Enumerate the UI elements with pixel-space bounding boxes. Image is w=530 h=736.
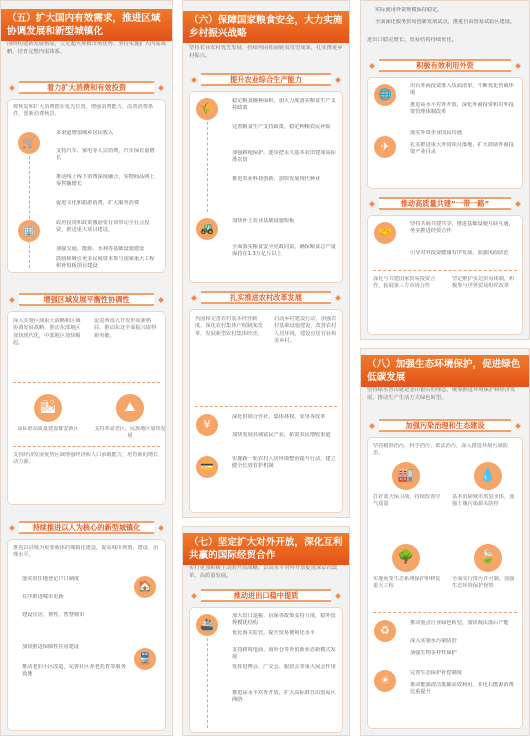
bullet-item: 加快发展县域富民产业，拓宽农民增收渠道 bbox=[232, 432, 336, 446]
regional-para-left: 深入实施区域重大战略和区域协调发展战略，推动东部地区加快现代化，中部地区加快崛起。 bbox=[13, 318, 81, 347]
cart-icon: 🛒 bbox=[18, 132, 40, 154]
rural-para-left: 巩固和完善农村基本经营制度，深化农村集体产权制度改革，发展新型农村集体经济。 bbox=[195, 316, 263, 337]
bullet-item: 实际使用外资规模保持稳定。 bbox=[375, 7, 523, 15]
bullet-item: 实施新一轮农村人居环境整治提升行动，建立健全长效管护机制 bbox=[232, 456, 336, 486]
bullet-item: 深入实施水污染防治 bbox=[410, 638, 516, 646]
section-six-title: （六）保障国家粮食安全，大力实施乡村振兴战略 bbox=[183, 11, 349, 43]
bullet-item: 加强交通、能源、水利等基础设施建设 bbox=[56, 246, 159, 254]
bullet-item: 加大出口退税、信保等政策支持力度，稳外贸规模优结构 bbox=[232, 613, 336, 627]
subheading-consumption: 着力扩大消费和有效投资 bbox=[19, 81, 154, 94]
city-icon: 🏙 bbox=[34, 394, 62, 422]
investment-para: 政府投资和政策激励要有效带动全社会投资，推进重大项目建设。 bbox=[56, 220, 150, 234]
tractor-icon: 🚜 bbox=[196, 218, 218, 240]
bullet-item: 推进高水平对外开放，深化外商投资和对外投资管理体制改革 bbox=[410, 102, 516, 124]
regional-card bbox=[7, 311, 166, 505]
pollution-box-3: 实施重要生态系统保护和修复重大工程 bbox=[373, 576, 441, 590]
bullet-item: 完善粮食生产支持政策，稳定种粮农民补贴 bbox=[232, 124, 336, 146]
building-icon: 🏢 bbox=[18, 220, 40, 242]
sun-icon: ☀ bbox=[374, 670, 396, 692]
bullet-item: 扎实推进重大外资项目落地，扩大鼓励外商投资产业目录 bbox=[410, 142, 516, 164]
urbanization-para: 推进以县城为重要载体的城镇化建设，提高城市规划、建设、治理水平。 bbox=[13, 545, 159, 559]
section-five-intro: 围绕构建新发展格局，立足超大规模市场优势，坚持实施扩大内需战略，培育完整内需体系。 bbox=[7, 41, 166, 55]
handshake-icon: 🤝 bbox=[374, 222, 396, 244]
bullet-item: 推动能源清洁低碳高效利用，非化石能源消费比重提升 bbox=[410, 682, 516, 704]
consumption-card bbox=[7, 99, 166, 273]
ship-icon: 🚢 bbox=[196, 614, 218, 636]
bullet-item: 鼓励和吸引更多民间资本参与国家重大工程和补短板项目建设 bbox=[56, 256, 159, 271]
pollution-box-2: 基本消除城市黑臭水体，加强土壤污染源头防控 bbox=[452, 494, 515, 508]
bullet-item: 坚持共商共建共享，推进基础设施互联互通，务实推进经贸合作 bbox=[410, 221, 516, 243]
section-five-title: （五）扩大国内有效需求，推进区域协调发展和新型城镇化 bbox=[1, 9, 172, 41]
foreign-investment-card bbox=[367, 77, 523, 189]
bullet-item: 推动老旧小区改造，完善社区养老托育等服务设施 bbox=[22, 664, 126, 686]
section-seven-continued bbox=[360, 0, 530, 340]
bullet-item: 落实外资企业国民待遇 bbox=[410, 130, 516, 138]
caption-old-areas: 支持革命老区、民族地区加快发展 bbox=[94, 426, 166, 439]
water-icon: 💧 bbox=[474, 462, 502, 490]
belt-road-card bbox=[367, 215, 523, 335]
section-five-panel bbox=[0, 0, 173, 736]
bullet-item: 支持跨境电商、海外仓等外贸新业态新模式发展 bbox=[232, 647, 336, 661]
globe-icon: 🌐 bbox=[374, 84, 396, 106]
bullet-item: 推进高水平对外开放，扩大高标准自由贸易区网络 bbox=[232, 690, 336, 712]
coin-icon: ¥ bbox=[196, 414, 218, 436]
wallet-icon: 💳 bbox=[196, 456, 218, 478]
bullet-item: 推动重点行业绿色转型，加快淘汰落后产能 bbox=[410, 620, 516, 634]
section-eight-panel bbox=[360, 348, 530, 736]
rural-reform-card bbox=[189, 309, 343, 513]
consumption-para: 将恢复和扩大消费摆在优先位置，增强消费能力，改善消费条件，创新消费场景。 bbox=[13, 104, 154, 118]
column-right bbox=[360, 0, 530, 736]
trade-card bbox=[189, 607, 343, 733]
bullet-item: 稳定粮食播种面积，加大力度落实粮食生产支持政策 bbox=[232, 98, 336, 120]
section-seven-intro: 实行更加积极主动的开放战略，以高水平对外开放促进深层次改革、高质量发展。 bbox=[189, 565, 338, 579]
plane-icon: ✈ bbox=[374, 136, 396, 158]
bullet-item: 多渠道增加城乡居民收入 bbox=[56, 130, 159, 144]
leaf-icon: 🍃 bbox=[474, 544, 502, 572]
rural-para-right: 启动乡村建设行动，加强农村基础设施建设，改善农村人居环境，建设宜居宜业和美乡村。 bbox=[274, 316, 337, 345]
subheading-rural-reform: 扎实推进农村改革发展 bbox=[201, 291, 331, 304]
bullet-item: 加强生物多样性保护 bbox=[410, 650, 516, 658]
bullet-item: 全面深化服务贸易创新发展试点，推进自由贸易试验区建设。 bbox=[375, 19, 523, 33]
train-icon: 🚆 bbox=[134, 648, 156, 670]
subheading-trade: 推动进出口稳中提质 bbox=[201, 589, 331, 602]
subheading-belt-road: 推动高质量共建“一带一路” bbox=[379, 197, 511, 210]
recycle-icon: ♻ bbox=[374, 620, 396, 642]
bullet-item: 加快推进保障性住房建设 bbox=[22, 644, 126, 658]
bullet-item: 支持汽车、家电等大宗消费，汽车保有量增长 bbox=[56, 148, 159, 170]
bullet-item: 发挥进博会、广交会、服贸会等重大展会作用 bbox=[232, 664, 336, 678]
pollution-card bbox=[367, 437, 523, 729]
bullet-item: 优化海关监管，提升贸易便利化水平 bbox=[232, 630, 336, 644]
section-six-panel bbox=[182, 0, 350, 518]
belt-box-left: 深化与共建国家贸易投资合作，拓展第三方市场合作 bbox=[373, 276, 436, 290]
belt-box-right: 坚定维护多边贸易体制，积极参与世界贸易组织改革 bbox=[452, 276, 515, 290]
mountain-icon: ⛰ bbox=[116, 394, 144, 422]
tree-icon: 🌳 bbox=[392, 544, 420, 572]
bullet-item: 落实常住地登记户口制度 bbox=[22, 576, 126, 590]
regional-para-bottom: 支持经济发展优势区域增强经济和人口承载能力，培育新的增长动力源。 bbox=[13, 452, 159, 466]
pollution-box-4: 全面实行排污许可制，加强生态环境保护督察 bbox=[452, 576, 515, 590]
pollution-box-1: 打好蓝天保卫战，持续改善空气质量 bbox=[373, 494, 441, 508]
section-seven-title: （七）坚定扩大对外开放，深化互利共赢的国际经贸合作 bbox=[183, 533, 349, 565]
column-middle bbox=[182, 0, 350, 736]
pollution-para: 坚持精准治污、科学治污、依法治污，深入推进环境污染防治。 bbox=[373, 443, 508, 457]
bullet-item: 出台外商投资准入负面清单，不断优化营商环境 bbox=[410, 83, 516, 97]
bullet-item: 推动线上线下消费深度融合，实物商品网上零售额增长 bbox=[56, 174, 159, 196]
column-left bbox=[0, 0, 173, 736]
bullet-item: 引导对外投资健康有序发展，加强风险防范 bbox=[410, 250, 516, 264]
urbanization-card bbox=[7, 539, 166, 731]
section-six-intro: 坚持农业农村优先发展，持续巩固拓展脱贫攻坚成果，扎实推进乡村振兴。 bbox=[189, 45, 343, 59]
wheat-icon: 🌾 bbox=[196, 98, 218, 120]
bullet-item: 推进农业科技创新，加快发展现代种业 bbox=[232, 176, 336, 198]
bullet-item: 建设宜居、韧性、智慧城市 bbox=[22, 612, 126, 626]
caption-xiongan: 高标准高质量建设雄安新区 bbox=[17, 426, 79, 432]
subheading-regional: 增强区域发展平衡性协调性 bbox=[19, 293, 154, 306]
bullet-item: 深化供销合作社、集体林权、农垦等改革 bbox=[232, 414, 336, 428]
bullet-item: 有序推进城市更新 bbox=[22, 594, 126, 608]
house-icon: 🏠 bbox=[134, 576, 156, 598]
subheading-pollution: 加强污染治理和生态建设 bbox=[379, 419, 511, 432]
regional-para-right: 促进西部大开发形成新格局，推动东北全面振兴取得新突破。 bbox=[94, 318, 157, 339]
section-seven-panel bbox=[182, 526, 350, 736]
bullet-item: 全面落实粮食安全党政同责，确保粮食总产量保持在1.3万亿斤以上 bbox=[232, 244, 336, 274]
factory-icon: 🏭 bbox=[392, 462, 420, 490]
agri-capacity-card bbox=[189, 91, 343, 283]
bullet-item: 完善生态保护补偿制度 bbox=[410, 670, 516, 678]
subheading-urbanization: 持续推进以人为核心的新型城镇化 bbox=[19, 521, 154, 534]
bullet-item: 加强耕地保护，逐步把永久基本农田建成高标准农田 bbox=[232, 150, 336, 172]
subheading-agri-capacity: 提升农业综合生产能力 bbox=[201, 73, 331, 86]
section-eight-intro: 坚持绿水青山就是金山银山的理念，统筹推进环境保护和经济发展，推动生产生活方式绿色转型。 bbox=[367, 387, 516, 401]
subheading-foreign-investment: 积极有效利用外资 bbox=[379, 59, 511, 72]
top-note: 进出口稳定增长，贸易结构持续优化。 bbox=[367, 37, 458, 43]
bullet-item: 促进文化和旅游消费，扩大服务消费 bbox=[56, 200, 159, 214]
bullet-item: 加快补上农业基础设施短板 bbox=[232, 218, 336, 240]
section-eight-title: （八）加强生态环境保护，促进绿色低碳发展 bbox=[361, 355, 529, 387]
